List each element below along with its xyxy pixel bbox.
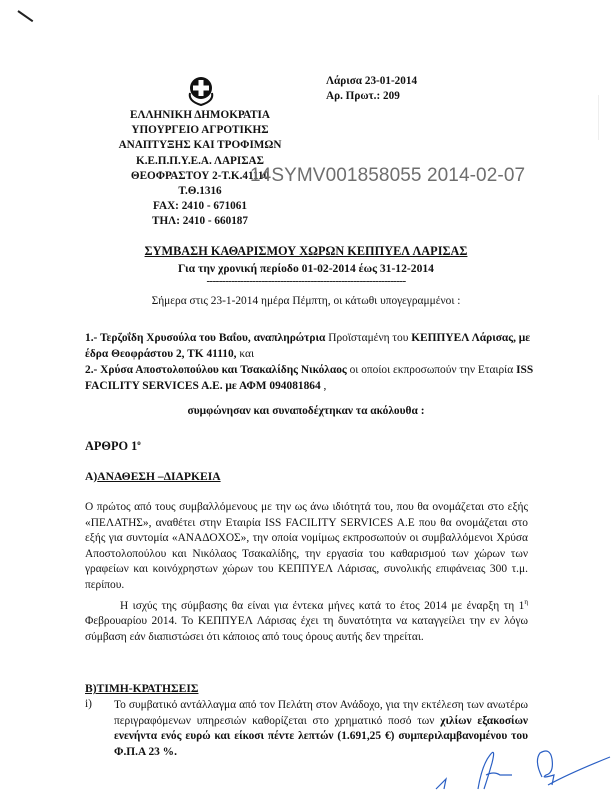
- party-1-name: 1.- Τερζοΐδη Χρυσούλα του Βαΐου, αναπληρώτρια: [85, 332, 326, 344]
- item-text-amount: χιλίων εξακοσίων ενενήντα ενός ευρώ και είκοσι πέντε λεπτών (1.691,25 €) συμπεριλαμβανομένου του Φ.Π.Α 23 %.: [114, 714, 528, 758]
- party-1-and: και: [236, 348, 255, 360]
- header-line-po-box: Τ.Θ.1316: [178, 185, 222, 198]
- section-a-paragraph-2: [85, 595, 528, 646]
- scan-mark: [17, 10, 33, 22]
- header-line-fax: FAX: 2410 - 671061: [153, 200, 247, 213]
- article-heading: [85, 439, 141, 454]
- section-a-heading: [85, 470, 221, 483]
- section-b-heading: Β)ΤΙΜΗ-ΚΡΑΤΗΣΕΙΣ: [85, 682, 199, 695]
- signature-stroke-3: [537, 751, 610, 785]
- diavgeia-stamp: 14SYMV001858055 2014-02-07: [250, 165, 526, 186]
- para2-text-a: Η ισχύς της σύμβασης θα είναι για έντεκα μήνες κατά το έτος 2014 με έναρξη τη 1: [120, 599, 525, 612]
- section-a-title: ΑΝΑΘΕΣΗ –ΔΙΑΡΚΕΙΑ: [97, 470, 221, 483]
- para2-sup: η: [524, 598, 528, 606]
- contract-title-text: ΣΥΜΒΑΣΗ ΚΑΘΑΡΙΣΜΟΥ ΧΩΡΩΝ ΚΕΠΠΥΕΛ ΛΑΡΙΣΑΣ: [144, 244, 468, 258]
- header-line-ministry: ΥΠΟΥΡΓΕΙΟ ΑΓΡΟΤΙΚΗΣ: [131, 124, 269, 137]
- place-date: Λάρισα 23-01-2014: [326, 75, 418, 87]
- contract-period: Για την χρονική περίοδο 01-02-2014 έως 31-12-2014: [178, 262, 434, 275]
- page-edge: [598, 95, 599, 140]
- party-2-end: ,: [320, 380, 327, 392]
- article-sup: ο: [137, 439, 141, 447]
- section-a-paragraph-1: Ο πρώτος από τους συμβαλλόμενους με την ως άνω ιδιότητά του, που θα ονομάζεται στο εξής «ΠΕΛΑΤΗΣ», αναθέτει στην Εταιρία ISS FACILITY SERVICES A.E που θα ονομάζεται στο εξής για συντομία «ΑΝΑΔΟΧΟΣ», την οποία νομίμως εκπροσωπούν οι συμβαλλόμενοι Χρύσα Αποστολοπούλου και Νικόλαος Τσακαλίδης, την εργασία του καθαρισμού των χώρων των γραφείων και κοινόχρηστων χώρων του ΚΕΠΠΥΕΛ Λάρισας, συνολικής επιφάνειας 300 τ.μ. περίπου.: [85, 501, 528, 591]
- party-2: [85, 362, 535, 394]
- protocol-number: Αρ. Πρωτ.: 209: [326, 90, 400, 102]
- item-text-normal: Το συμβατικό αντάλλαγμα από τον Πελάτη στον Ανάδοχο, για την εκτέλεση των ανωτέρω περιγραφόμενων υπηρεσιών καθορίζεται στο χρηματικό ποσό των: [114, 699, 528, 727]
- party-1: [85, 330, 535, 362]
- header-line-republic: ΕΛΛΗΝΙΚΗ ΔΗΜΟΚΡΑΤΙΑ: [130, 109, 270, 121]
- header-line-phone: ΤΗΛ: 2410 - 660187: [152, 215, 248, 228]
- party-2-role: οι οποίοι εκπροσωπούν την Εταιρία: [346, 364, 517, 376]
- party-2-names: 2.- Χρύσα Αποστολοπούλου και Τσακαλίδης Νικόλαος: [85, 364, 347, 376]
- section-a-prefix: Α): [85, 470, 98, 483]
- section-b-item-number: i): [85, 698, 92, 710]
- para2-text-b: Φεβρουαρίου 2014. Το ΚΕΠΠΥΕΛ Λάρισας έχει τη δυνατότητα να καταγγείλει την εν λόγω σύμβαση εάν διαπιστώσει ότι κάποιος από τους όρους αυτής δεν τηρείται.: [85, 615, 528, 643]
- article-label: ΑΡΘΡΟ 1: [85, 439, 138, 454]
- header-line-address: ΘΕΟΦΡΑΣΤΟΥ 2-Τ.Κ.41110: [130, 169, 270, 182]
- header-line-ministry-2: ΑΝΑΠΤΥΞΗΣ ΚΑΙ ΤΡΟΦΙΜΩΝ: [118, 139, 282, 152]
- parties-block: [85, 330, 535, 394]
- party-1-org: ΚΕΠΠΥΕΛ Λάρισας, με έδρα Θεοφράστου 2, ΤΚ 41110,: [85, 332, 531, 360]
- intro-line: Σήμερα στις 23-1-2014 ημέρα Πέμπτη, οι κάτωθι υπογεγραμμένοι :: [151, 295, 461, 307]
- separator: -----------------------------------------------------------------: [206, 275, 406, 287]
- date-block: [326, 74, 417, 104]
- greek-emblem-icon: [186, 73, 216, 107]
- signature-stroke-2: [478, 752, 512, 789]
- party-1-role: Προϊσταμένη του: [325, 332, 412, 344]
- agreement-line: συμφώνησαν και συναποδέχτηκαν τα ακόλουθα :: [187, 405, 425, 417]
- signatures-icon: [430, 745, 612, 792]
- contract-title: [0, 244, 612, 259]
- party-2-company: ISS FACILITY SERVICES A.E. με ΑΦΜ 094081864: [85, 364, 534, 392]
- header-line-office: Κ.Ε.Π.Π.Υ.Ε.Α. ΛΑΡΙΣΑΣ: [136, 154, 264, 167]
- signature-stroke-1: [436, 779, 446, 789]
